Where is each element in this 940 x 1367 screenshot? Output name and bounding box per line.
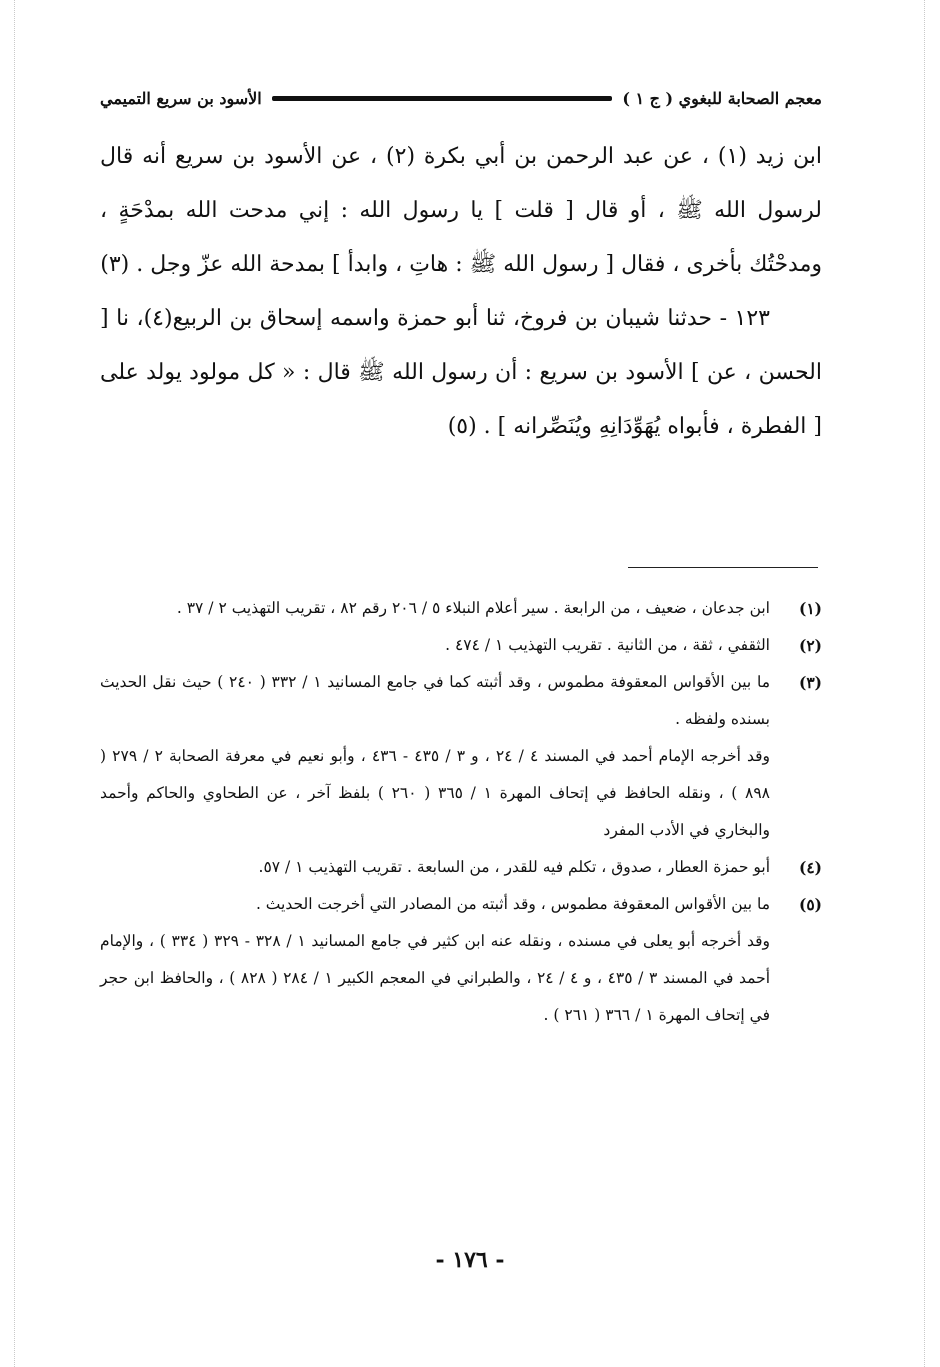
footnote-separator [628, 567, 818, 568]
page-number: - ١٧٦ - [435, 1247, 505, 1273]
footnote-number: (٥) [798, 895, 822, 914]
scan-margin-line-right [924, 0, 925, 1367]
footnote-number: (٤) [798, 858, 822, 877]
footnote-5-continuation: وقد أخرجه أبو يعلى في مسنده ، ونقله عنه ابن كثير في جامع المسانيد ١ / ٣٢٨ - ٣٢٩ ( ٣٣٤ ) ، والإمام أحمد في المسند ٣ / ٤٣٥ ، و ٤ / ٢٤ ، والطبراني في المعجم الكبير ١ / ٢٨٤ ( ٨٢٨ ) ، والحافظ ابن حجر في إتحاف المهرة ١ / ٣٦٦ ( ٢٦١ ) . [100, 932, 771, 1024]
footnote-text: ما بين الأقواس المعقوفة مطموس ، وقد أثبته كما في جامع المسانيد ١ / ٣٣٢ ( ٢٤٠ ) حيث نقل الحديث بسنده ولفظه . [100, 673, 771, 728]
footnote-text: ما بين الأقواس المعقوفة مطموس ، وقد أثبته من المصادر التي أخرجت الحديث . [255, 895, 770, 913]
main-text [100, 130, 822, 454]
footnote-2 [100, 627, 822, 664]
paragraph-2: ١٢٣ - حدثنا شيبان بن فروخ، ثنا أبو حمزة واسمه إسحاق بن الربيع(٤)، نا [ الحسن ، عن ] الأسود بن سريع : أن رسول الله ﷺ قال : « كل مولود يولد على [ الفطرة ، فأبواه يُهَوِّدَانِهِ ويُنَصِّرانه ] . (٥) [100, 306, 822, 439]
footnote-text: أبو حمزة العطار ، صدوق ، تكلم فيه للقدر ، من السابعة . تقريب التهذيب ١ / ٥٧. [258, 858, 770, 876]
header-chapter-title: الأسود بن سريع التميمي [100, 88, 262, 108]
footnote-number: (٢) [798, 636, 822, 655]
footnote-1 [100, 590, 822, 627]
footnote-text: الثقفي ، ثقة ، من الثانية . تقريب التهذيب ١ / ٤٧٤ . [445, 636, 770, 654]
header-rule [272, 96, 613, 101]
header-book-title: معجم الصحابة للبغوي ( ج ١ ) [622, 88, 822, 108]
footnote-3 [100, 664, 822, 738]
footnote-number: (١) [798, 599, 822, 618]
footnote-number: (٣) [798, 673, 822, 692]
paragraph-1: ابن زيد (١) ، عن عبد الرحمن بن أبي بكرة (٢) ، عن الأسود بن سريع أنه قال لرسول الله ﷺ ، أو قال [ قلت ] يا رسول الله : إني مدحت الله بمدْحَةٍ ، ومدحْتُك بأخرى ، فقال [ رسول الله ﷺ : هاتِ ، وابدأ ] بمدحة الله عزّ وجل . (٣) [100, 144, 822, 277]
scan-margin-line-left [14, 0, 15, 1367]
footnote-4 [100, 849, 822, 886]
footnotes [100, 590, 822, 1034]
running-header [100, 82, 822, 114]
footnote-3-continuation: وقد أخرجه الإمام أحمد في المسند ٤ / ٢٤ ، و ٣ / ٤٣٥ - ٤٣٦ ، وأبو نعيم في معرفة الصحابة ٢ / ٢٧٩ ( ٨٩٨ ) ، ونقله الحافظ في إتحاف المهرة ١ / ٣٦٥ ( ٢٦٠ ) بلفظ آخر ، عن الطحاوي والحاكم وأحمد والبخاري في الأدب المفرد [100, 747, 771, 839]
footnote-5 [100, 886, 822, 923]
footnote-text: ابن جدعان ، ضعيف ، من الرابعة . سير أعلام النبلاء ٥ / ٢٠٦ رقم ٨٢ ، تقريب التهذيب ٢ / ٣٧ . [176, 599, 770, 617]
